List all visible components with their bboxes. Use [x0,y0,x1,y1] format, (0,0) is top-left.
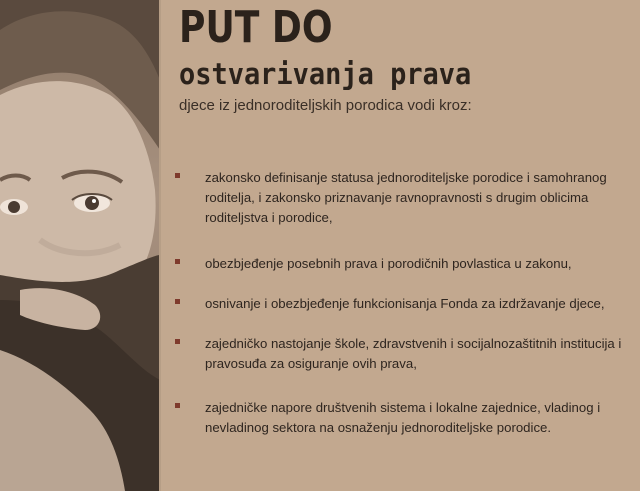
list-item-text: zajedničke napore društvenih sistema i lokalne zajednice, vladinog i nevladinog sektora na osnaženju jednoroditeljske porodice. [205,400,601,435]
bullet-icon [175,403,180,408]
list-item-text: zajedničko nastojanje škole, zdravstvenih i socijalnozaštitnih institucija i pravosuđa za osiguranje ovih prava, [205,336,622,371]
bullet-icon [175,259,180,264]
bullet-icon [175,173,180,178]
list-item-text: osnivanje i obezbjeđenje funkcionisanja Fonda za izdržavanje djece, [205,296,605,311]
photo-edge [159,0,161,491]
page-subtitle: ostvarivanja prava [179,57,472,91]
child-photo-illustration [0,0,160,491]
list-item-text: zakonsko definisanje statusa jednoroditeljske porodice i samohranog roditelja, i zakonsko priznavanje ravnopravnosti s drugim oblicima roditeljstva i porodice, [205,170,607,225]
child-photo [0,0,160,491]
intro-text: djece iz jednoroditeljskih porodica vodi kroz: [179,97,472,114]
bullet-icon [175,339,180,344]
bullet-icon [175,299,180,304]
page-title: PUT DO [179,2,333,53]
content-panel [175,0,635,491]
list-item-text: obezbjeđenje posebnih prava i porodičnih povlastica u zakonu, [205,256,572,271]
